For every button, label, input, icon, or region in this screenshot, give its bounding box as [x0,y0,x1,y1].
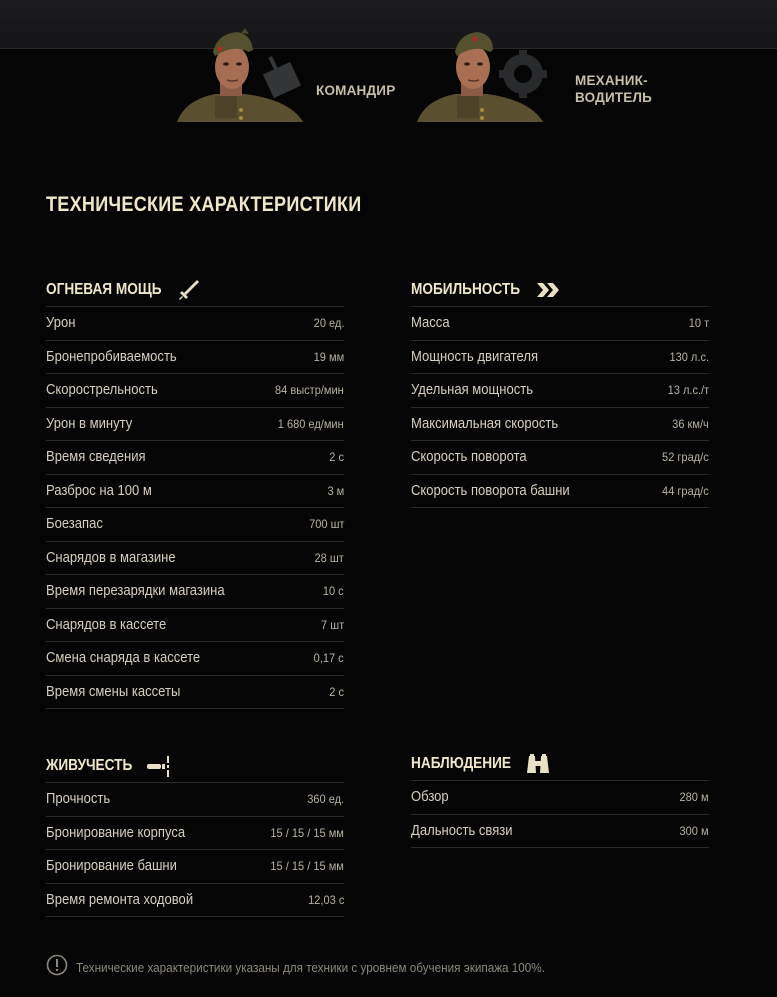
stat-name: Бронирование корпуса [46,824,186,841]
stat-value: 700 шт [308,517,344,532]
stat-row [411,441,709,475]
observation-block [411,750,709,848]
stat-name: Скорость поворота башни [411,482,570,499]
footnote [46,954,597,981]
stat-name: Прочность [46,791,111,808]
stat-name: Мощность двигателя [411,348,539,365]
stat-value: 280 м [679,790,709,805]
stat-value: 36 км/ч [672,416,709,431]
stat-row [46,783,344,817]
stat-row [46,441,344,475]
stat-row [411,475,709,509]
stat-value: 360 ед. [307,792,344,807]
mobility-block [411,276,709,508]
firepower-title: ОГНЕВАЯ МОЩЬ [46,281,162,298]
stat-value: 15 / 15 / 15 мм [270,859,344,874]
stat-name: Скорострельность [46,382,158,399]
stat-value: 300 м [679,823,709,838]
stat-name: Бронепробиваемость [46,348,177,365]
radio-icon [263,56,301,98]
stat-name: Удельная мощность [411,382,534,399]
stat-name: Масса [411,315,450,332]
firepower-block [46,276,344,709]
stat-value: 15 / 15 / 15 мм [270,825,344,840]
firepower-header [46,276,344,307]
mobility-list [411,307,709,508]
stat-row [46,341,344,375]
crew-label-commander: КОМАНДИР [316,83,396,98]
stat-value: 44 град/с [662,483,709,498]
stat-row [46,676,344,710]
stat-value: 28 шт [314,550,344,565]
stat-name: Время смены кассеты [46,683,181,700]
stat-row [46,508,344,542]
stat-value: 12,03 с [307,892,344,907]
stat-value: 2 с [329,450,344,465]
stat-value: 0,17 с [313,651,344,666]
stat-row [46,307,344,341]
mobility-title: МОБИЛЬНОСТЬ [411,281,521,298]
stat-row [46,609,344,643]
stat-row [46,542,344,576]
stat-value: 2 с [329,684,344,699]
stat-row [46,817,344,851]
stat-row [46,850,344,884]
observation-header [411,750,709,781]
stat-name: Урон в минуту [46,415,133,432]
stat-value: 1 680 ед/мин [278,416,344,431]
stat-value: 13 л.с./т [667,383,709,398]
stat-value: 10 т [688,316,709,331]
stat-value: 3 м [327,483,344,498]
page-title: ТЕХНИЧЕСКИЕ ХАРАКТЕРИСТИКИ [46,193,362,216]
stat-value: 84 выстр/мин [275,383,344,398]
stat-row [46,642,344,676]
stat-row [411,374,709,408]
firepower-list [46,307,344,709]
stat-name: Урон [46,315,76,332]
stat-name: Время ремонта ходовой [46,891,194,908]
survivability-header [46,752,344,783]
stat-row [46,475,344,509]
stat-name: Снарядов в кассете [46,616,167,633]
stat-value: 19 мм [313,349,344,364]
stat-value: 10 с [323,584,344,599]
stat-name: Скорость поворота [411,449,527,466]
stat-name: Максимальная скорость [411,415,559,432]
footnote-text: Технические характеристики указаны для техники с уровнем обучения экипажа 100%. [76,960,545,975]
stat-value: 130 л.с. [669,349,709,364]
top-bar [0,0,777,49]
gear-icon [499,50,547,98]
stat-row [411,408,709,442]
sword-icon [177,278,201,302]
info-icon [46,954,68,981]
double-chevron-icon [535,281,561,299]
commander-portrait [175,22,305,122]
stat-value: 7 шт [320,617,344,632]
stat-name: Снарядов в магазине [46,549,176,566]
stat-row [411,815,709,849]
survivability-block [46,752,344,917]
stat-name: Смена снаряда в кассете [46,650,201,667]
stat-row [46,575,344,609]
driver-portrait [415,22,555,122]
stat-name: Время сведения [46,449,146,466]
stat-row [46,374,344,408]
stat-value: 52 град/с [662,450,709,465]
stat-name: Дальность связи [411,822,513,839]
stat-name: Бронирование башни [46,858,177,875]
stat-row [46,884,344,918]
binoculars-icon [525,753,551,775]
stat-name: Время перезарядки магазина [46,583,225,600]
stat-row [411,307,709,341]
stat-row [411,341,709,375]
crew-label-driver: МЕХАНИК- ВОДИТЕЛЬ [575,73,653,105]
stat-name: Боезапас [46,516,103,533]
survivability-list [46,783,344,917]
shield-wrench-icon [144,755,174,777]
survivability-title: ЖИВУЧЕСТЬ [46,757,133,774]
stat-row [411,781,709,815]
stat-name: Разброс на 100 м [46,482,152,499]
stat-name: Обзор [411,789,449,806]
mobility-header [411,276,709,307]
stat-value: 20 ед. [313,316,344,331]
observation-title: НАБЛЮДЕНИЕ [411,755,512,772]
observation-list [411,781,709,848]
stat-row [46,408,344,442]
